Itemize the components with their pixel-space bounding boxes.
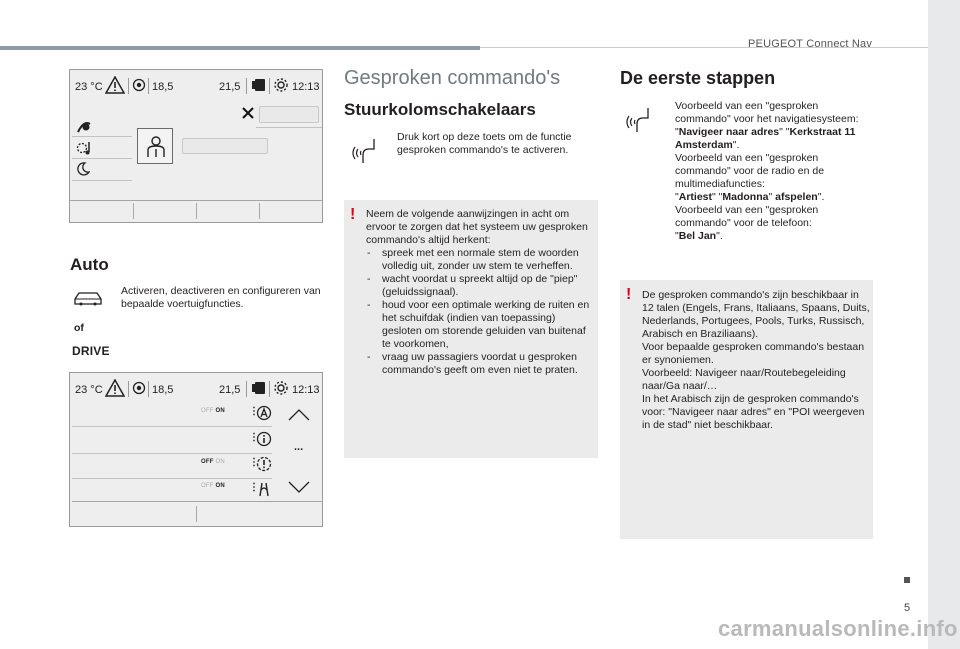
off-label: OFF [201,483,214,489]
status-separator [128,78,129,94]
radio-cmd-part-1: Artiest [678,191,712,203]
option-toggle[interactable] [259,106,319,123]
toggle-off-on-3[interactable] [201,459,225,465]
off-label: OFF [201,408,214,414]
status-separator [128,381,129,397]
night-mode-moon-icon[interactable] [76,162,90,176]
more-options-dots[interactable]: ⋮ [249,432,259,443]
bottom-bar-rule [70,200,322,201]
scroll-down-chevron-icon[interactable] [288,481,310,493]
status-separator [269,381,270,397]
info-icon[interactable] [256,431,272,447]
section-heading-first-steps: De eerste stappen [620,68,776,88]
settings-gear-icon[interactable] [273,77,289,93]
status-separator [246,381,247,397]
press-instructions: Druk kort op deze toets om de functie gesproken commando's te activeren. [397,131,572,156]
or-label: of [74,322,84,334]
bottom-bar-separator [133,203,134,219]
car-settings-icon[interactable] [76,118,92,134]
close-x-icon[interactable] [242,107,254,119]
climate-temp-right[interactable]: 21,5 [219,81,241,93]
bottom-bar-separator [196,506,197,522]
row-divider [72,478,272,479]
languages-note-text: De gesproken commando's zijn beschikbaar in 12 talen (Engels, Frans, Italiaans, Spaans, Duits, Nederlands, Portugees, Pools, Turks, Russisch, Arabisch en Braziliaans). Voor bepaalde gesproken commando's bestaan er synoniemen. Voorbeeld: Navigeer naar/Routebegeleiding naar/Ga naar/… In het Arabisch zijn de gesproken commando's voor: "Navigeer naar adres" en "POI weergeven in de stad" niet beschikbaar. [642,289,870,431]
phone-cmd: Bel Jan [678,230,717,242]
on-label: ON [215,459,225,465]
status-separator [246,78,247,94]
example-radio-command: "Artiest" "Madonna" afspelen". [675,191,825,203]
watermark: carmanualsonline.info [718,616,958,641]
toggle-off-on-1[interactable] [201,408,225,414]
alert-warning-icon[interactable] [256,456,272,472]
status-separator [148,381,149,397]
outside-temp: 23 °C [75,81,103,93]
more-options-dots[interactable]: ⋮ [249,406,259,417]
bottom-bar-separator [196,203,197,219]
languages-note [620,280,873,539]
more-options-dots[interactable]: ⋮ [249,482,259,493]
screen-settings-menu [69,69,323,223]
bottom-bar-rule [72,501,322,502]
warning-exclamation-icon: ! [350,206,356,223]
auto-lights-icon[interactable] [256,405,272,421]
outside-temp: 23 °C [75,384,103,396]
lane-assist-icon[interactable] [256,481,272,497]
page-number: 5 [904,602,911,614]
first-steps-examples [675,100,875,243]
voice-command-icon [352,135,382,165]
warning-exclamation-icon: ! [626,286,632,303]
example-nav-command: "Navigeer naar adres" "Kerkstraat 11 Amsterdam". [675,126,856,151]
subheading-steering-switches: Stuurkolomschakelaars [344,100,536,119]
on-label: ON [215,408,225,414]
tip-item: - houd voor een optimale werking de ruiten en het schuifdak (indien van toepassing) gesloten om storende geluiden van buitenaf te voorkomen, [366,299,594,351]
scroll-up-chevron-icon[interactable] [288,409,310,421]
status-separator [269,78,270,94]
drive-button-label: DRIVE [72,344,110,358]
radio-cmd-part-3: afspelen [775,191,818,203]
example-nav-intro: Voorbeeld van een "gesproken commando" voor het navigatiesysteem: [675,100,859,125]
clock: 12:13 [292,81,320,93]
profile-name-field[interactable] [182,138,268,154]
side-strip [928,0,960,649]
warning-icon[interactable] [105,76,125,94]
toggle-off-on-4[interactable] [201,483,225,489]
row-divider [72,453,272,454]
user-profile-icon [146,135,166,159]
status-separator [148,78,149,94]
location-target-icon [132,78,146,92]
more-options-dots[interactable]: ⋮ [249,457,259,468]
climate-temp-left[interactable]: 18,5 [152,81,174,93]
end-of-section-mark [904,577,910,583]
row-divider [256,127,322,128]
row-divider [72,136,132,137]
settings-gear-icon[interactable] [273,380,289,396]
on-label: ON [215,483,225,489]
tip-item: - wacht voordat u spreekt altijd op de "piep" (geluidssignaal). [366,273,594,299]
phone-card-icon[interactable] [251,380,267,396]
voice-command-icon [626,104,656,134]
screen-vehicle-functions [69,372,323,527]
nav-cmd-part-1: Navigeer naar adres [678,126,780,138]
climate-temp-left[interactable]: 18,5 [152,384,174,396]
auto-description: Activeren, deactiveren en configureren van bepaalde voertuigfuncties. [121,285,321,310]
audio-settings-icon[interactable] [76,140,94,156]
tip-item: - vraag uw passagiers voordat u gesproken commando's geeft om even niet te praten. [366,351,594,377]
example-phone-command: "Bel Jan". [675,230,723,242]
tips-list [366,247,594,377]
example-phone-intro: Voorbeeld van een "gesproken commando" voor de telefoon: [675,204,819,229]
location-target-icon [132,381,146,395]
car-icon [72,289,104,309]
row-divider [72,180,132,181]
row-divider [72,426,272,427]
climate-temp-right[interactable]: 21,5 [219,384,241,396]
header-rule [0,46,480,50]
page-indicator-dots: ... [294,441,304,453]
warning-icon[interactable] [105,379,125,397]
nav-cmd-part-2: Kerkstraat 11 Amsterdam [675,126,856,151]
example-radio-intro: Voorbeeld van een "gesproken commando" voor de radio en de multimediafuncties: [675,152,825,190]
clock: 12:13 [292,384,320,396]
section-heading-voice-commands: Gesproken commando's [344,67,561,89]
voice-tips-note [344,200,598,458]
off-label: OFF [201,459,214,465]
section-heading-auto: Auto [70,255,109,274]
row-divider [72,158,132,159]
tip-item: - spreek met een normale stem de woorden volledig uit, zonder uw stem te verheffen. [366,247,594,273]
user-profile-tile[interactable] [137,128,173,164]
radio-cmd-part-2: Madonna [722,191,769,203]
note-intro: Neem de volgende aanwijzingen in acht om ervoor te zorgen dat het systeem uw gesproken commando's altijd herkent: [366,208,588,246]
bottom-bar-separator [259,203,260,219]
running-header: PEUGEOT Connect Nav [748,38,873,50]
phone-card-icon[interactable] [251,77,267,93]
